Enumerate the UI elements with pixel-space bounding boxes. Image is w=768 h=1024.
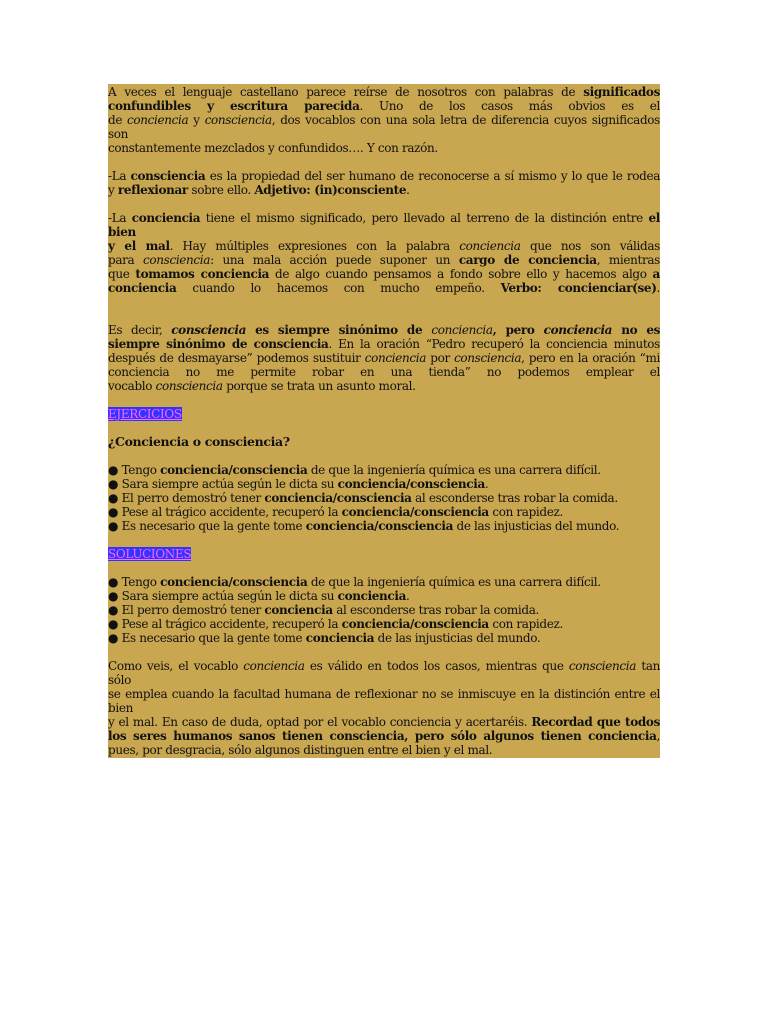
intro-paragraph: A veces el lenguaje castellano parece reírse de nosotros con palabras de significados confundibles y escritura parecida. Uno de los casos más obvios es el de conciencia y consciencia, dos vocablos con una sola letra de diferencia cuyos significados son constantemente mezclados y confundidos…. Y con razón. bbox=[108, 85, 660, 155]
ejercicios-heading[interactable]: EJERCICIOS bbox=[108, 407, 182, 421]
bullet-icon: ● bbox=[108, 463, 119, 477]
ejercicios-list bbox=[108, 463, 660, 533]
list-item: ● Pese al trágico accidente, recuperó la conciencia/consciencia con rapidez. bbox=[108, 617, 563, 631]
list-item: ● El perro demostró tener conciencia/consciencia al esconderse tras robar la comida. bbox=[108, 491, 618, 505]
consciencia-definition: -La consciencia es la propiedad del ser humano de reconocerse a sí mismo y lo que le rodea y reflexionar sobre ello. Adjetivo: (in)consciente. bbox=[108, 169, 660, 197]
bullet-icon: ● bbox=[108, 603, 119, 617]
document-panel bbox=[108, 84, 660, 758]
bullet-icon: ● bbox=[108, 631, 119, 645]
bullet-icon: ● bbox=[108, 519, 119, 533]
list-item: ● El perro demostró tener conciencia al esconderse tras robar la comida. bbox=[108, 603, 539, 617]
question-heading: ¿Conciencia o consciencia? bbox=[108, 434, 290, 449]
bullet-icon: ● bbox=[108, 477, 119, 491]
list-item: ● Pese al trágico accidente, recuperó la conciencia/consciencia con rapidez. bbox=[108, 505, 563, 519]
summary-paragraph: Es decir, consciencia es siempre sinónimo de conciencia, pero conciencia no es siempre sinónimo de consciencia. En la oración “Pedro recuperó la conciencia minutos después de desmayarse” podemos sustituir conciencia por consciencia, pero en la oración “mi conciencia no me permite robar en una tienda” no podemos emplear el vocablo consciencia porque se trata un asunto moral. bbox=[108, 323, 661, 393]
bullet-icon: ● bbox=[108, 491, 119, 505]
conciencia-definition: -La conciencia tiene el mismo significado, pero llevado al terreno de la distinción entre el bien y el mal. Hay múltiples expresiones con la palabra conciencia que nos son válidas para consciencia: una mala acción puede suponer un cargo de conciencia, mientras que tomamos conciencia de algo cuando pensamos a fondo sobre ello y hacemos algo a conciencia cuando lo hacemos con mucho empeño. Verbo: concienciar(se). bbox=[108, 211, 661, 295]
soluciones-heading[interactable]: SOLUCIONES bbox=[108, 547, 192, 561]
soluciones-list bbox=[108, 575, 660, 645]
list-item: ● Tengo conciencia/consciencia de que la ingeniería química es una carrera difícil. bbox=[108, 575, 601, 589]
bullet-icon: ● bbox=[108, 575, 119, 589]
list-item: ● Sara siempre actúa según le dicta su conciencia/consciencia. bbox=[108, 477, 489, 491]
list-item: ● Tengo conciencia/consciencia de que la ingeniería química es una carrera difícil. bbox=[108, 463, 601, 477]
list-item: ● Es necesario que la gente tome conciencia/consciencia de las injusticias del mundo. bbox=[108, 519, 620, 533]
list-item: ● Es necesario que la gente tome conciencia de las injusticias del mundo. bbox=[108, 631, 541, 645]
list-item: ● Sara siempre actúa según le dicta su conciencia. bbox=[108, 589, 410, 603]
closing-paragraph: Como veis, el vocablo conciencia es válido en todos los casos, mientras que consciencia tan sólo se emplea cuando la facultad humana de reflexionar no se inmiscuye en la distinción entre el bien y el mal. En caso de duda, optad por el vocablo conciencia y acertaréis. Recordad que todos los seres humanos sanos tienen consciencia, pero sólo algunos tienen conciencia, pues, por desgracia, sólo algunos distinguen entre el bien y el mal. bbox=[108, 659, 661, 757]
bullet-icon: ● bbox=[108, 589, 119, 603]
bullet-icon: ● bbox=[108, 617, 119, 631]
bullet-icon: ● bbox=[108, 505, 119, 519]
